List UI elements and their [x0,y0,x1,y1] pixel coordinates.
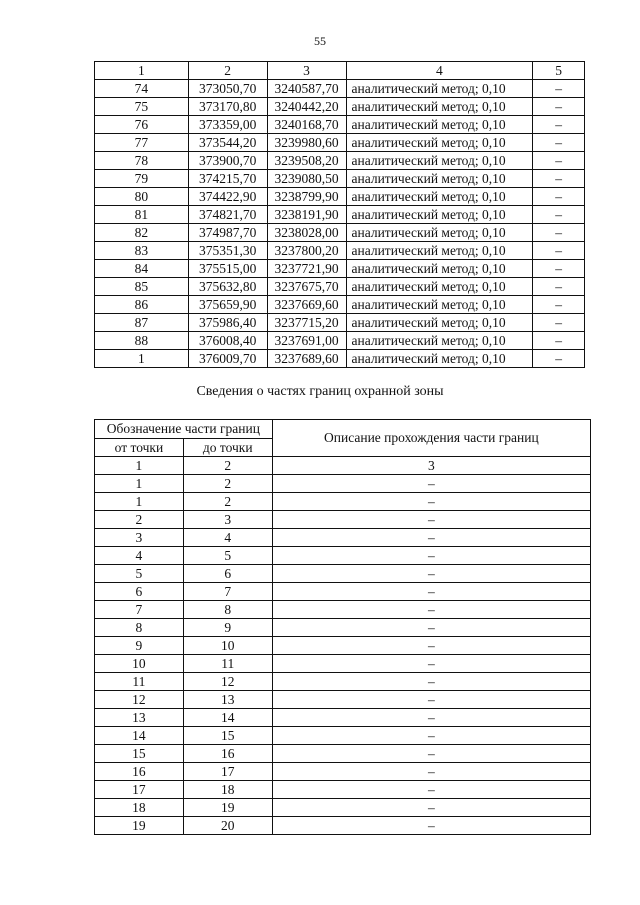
from-point-cell: 11 [95,673,184,691]
x-coordinate-cell: 375351,30 [188,242,267,260]
accuracy-method-cell: аналитический метод; 0,10 [346,116,533,134]
column-number-5: 5 [533,62,585,80]
table-row [95,691,591,709]
to-point-cell: 10 [183,637,272,655]
table-row [95,206,585,224]
accuracy-method-cell: аналитический метод; 0,10 [346,188,533,206]
boundary-description-cell: – [272,511,590,529]
point-number-cell: 80 [95,188,189,206]
y-coordinate-cell: 3237715,20 [267,314,346,332]
accuracy-method-cell: аналитический метод; 0,10 [346,224,533,242]
boundary-description-cell: – [272,781,590,799]
accuracy-method-cell: аналитический метод; 0,10 [346,80,533,98]
table-row [95,529,591,547]
from-point-cell: 15 [95,745,184,763]
table-row [95,98,585,116]
to-point-cell: 11 [183,655,272,673]
boundary-description-cell: – [272,529,590,547]
parts-header-row [95,420,591,439]
to-point-cell: 14 [183,709,272,727]
x-coordinate-cell: 375632,80 [188,278,267,296]
description-cell: – [533,80,585,98]
to-point-cell: 4 [183,529,272,547]
to-point-cell: 7 [183,583,272,601]
from-point-cell: 13 [95,709,184,727]
x-coordinate-cell: 373544,20 [188,134,267,152]
from-point-cell: 12 [95,691,184,709]
y-coordinate-cell: 3240587,70 [267,80,346,98]
table-row [95,637,591,655]
boundary-description-cell: – [272,817,590,835]
from-point-cell: 18 [95,799,184,817]
x-coordinate-cell: 374215,70 [188,170,267,188]
y-coordinate-cell: 3238028,00 [267,224,346,242]
parts-column-number-1: 1 [95,457,184,475]
table-row [95,565,591,583]
table-row [95,673,591,691]
boundary-description-cell: – [272,565,590,583]
boundary-description-cell: – [272,673,590,691]
column-number-4: 4 [346,62,533,80]
parts-column-number-2: 2 [183,457,272,475]
table-row [95,188,585,206]
table-row [95,799,591,817]
to-point-cell: 18 [183,781,272,799]
y-coordinate-cell: 3238799,90 [267,188,346,206]
table-row [95,547,591,565]
header-boundary-description: Описание прохождения части границ [272,420,590,457]
from-point-cell: 6 [95,583,184,601]
description-cell: – [533,206,585,224]
header-boundary-part-designation: Обозначение части границ [95,420,273,439]
to-point-cell: 8 [183,601,272,619]
table-row [95,727,591,745]
y-coordinate-cell: 3237669,60 [267,296,346,314]
table-row [95,224,585,242]
point-number-cell: 83 [95,242,189,260]
point-number-cell: 74 [95,80,189,98]
boundary-description-cell: – [272,583,590,601]
x-coordinate-cell: 375986,40 [188,314,267,332]
y-coordinate-cell: 3240168,70 [267,116,346,134]
description-cell: – [533,278,585,296]
boundary-description-cell: – [272,799,590,817]
description-cell: – [533,242,585,260]
accuracy-method-cell: аналитический метод; 0,10 [346,332,533,350]
boundary-description-cell: – [272,601,590,619]
table-row [95,134,585,152]
header-from-point: от точки [95,439,184,457]
to-point-cell: 2 [183,475,272,493]
accuracy-method-cell: аналитический метод; 0,10 [346,314,533,332]
table-row [95,278,585,296]
table-row [95,116,585,134]
boundary-description-cell: – [272,709,590,727]
y-coordinate-cell: 3237800,20 [267,242,346,260]
x-coordinate-cell: 374821,70 [188,206,267,224]
coordinates-table [94,61,585,368]
from-point-cell: 14 [95,727,184,745]
from-point-cell: 8 [95,619,184,637]
y-coordinate-cell: 3239508,20 [267,152,346,170]
to-point-cell: 20 [183,817,272,835]
to-point-cell: 12 [183,673,272,691]
column-number-1: 1 [95,62,189,80]
description-cell: – [533,134,585,152]
to-point-cell: 17 [183,763,272,781]
description-cell: – [533,170,585,188]
from-point-cell: 5 [95,565,184,583]
x-coordinate-cell: 375659,90 [188,296,267,314]
table-row [95,152,585,170]
table-row [95,170,585,188]
description-cell: – [533,296,585,314]
accuracy-method-cell: аналитический метод; 0,10 [346,350,533,368]
from-point-cell: 2 [95,511,184,529]
to-point-cell: 15 [183,727,272,745]
x-coordinate-cell: 376009,70 [188,350,267,368]
table-row [95,242,585,260]
description-cell: – [533,350,585,368]
from-point-cell: 10 [95,655,184,673]
point-number-cell: 75 [95,98,189,116]
column-number-2: 2 [188,62,267,80]
description-cell: – [533,314,585,332]
y-coordinate-cell: 3240442,20 [267,98,346,116]
to-point-cell: 16 [183,745,272,763]
y-coordinate-cell: 3239080,50 [267,170,346,188]
point-number-cell: 85 [95,278,189,296]
accuracy-method-cell: аналитический метод; 0,10 [346,278,533,296]
table-row [95,493,591,511]
table-row [95,332,585,350]
from-point-cell: 4 [95,547,184,565]
coordinates-header-row [95,62,585,80]
boundary-description-cell: – [272,475,590,493]
table-row [95,655,591,673]
header-to-point: до точки [183,439,272,457]
table-row [95,745,591,763]
table-row [95,80,585,98]
from-point-cell: 16 [95,763,184,781]
x-coordinate-cell: 374422,90 [188,188,267,206]
table-row [95,511,591,529]
to-point-cell: 19 [183,799,272,817]
boundary-description-cell: – [272,637,590,655]
boundary-description-cell: – [272,547,590,565]
point-number-cell: 88 [95,332,189,350]
point-number-cell: 81 [95,206,189,224]
x-coordinate-cell: 373359,00 [188,116,267,134]
column-number-3: 3 [267,62,346,80]
to-point-cell: 9 [183,619,272,637]
description-cell: – [533,224,585,242]
y-coordinate-cell: 3238191,90 [267,206,346,224]
accuracy-method-cell: аналитический метод; 0,10 [346,152,533,170]
boundary-description-cell: – [272,727,590,745]
accuracy-method-cell: аналитический метод; 0,10 [346,170,533,188]
point-number-cell: 76 [95,116,189,134]
accuracy-method-cell: аналитический метод; 0,10 [346,98,533,116]
table-row [95,350,585,368]
boundary-description-cell: – [272,763,590,781]
parts-column-numbers-row [95,457,591,475]
parts-column-number-3: 3 [272,457,590,475]
accuracy-method-cell: аналитический метод; 0,10 [346,242,533,260]
x-coordinate-cell: 373900,70 [188,152,267,170]
accuracy-method-cell: аналитический метод; 0,10 [346,134,533,152]
point-number-cell: 84 [95,260,189,278]
to-point-cell: 6 [183,565,272,583]
page-number: 55 [314,34,326,48]
table-row [95,619,591,637]
point-number-cell: 82 [95,224,189,242]
table-row [95,260,585,278]
description-cell: – [533,152,585,170]
table-row [95,583,591,601]
table-row [95,296,585,314]
y-coordinate-cell: 3237721,90 [267,260,346,278]
point-number-cell: 86 [95,296,189,314]
boundary-parts-table [94,419,591,835]
table-row [95,817,591,835]
point-number-cell: 78 [95,152,189,170]
accuracy-method-cell: аналитический метод; 0,10 [346,296,533,314]
boundary-description-cell: – [272,745,590,763]
boundary-description-cell: – [272,691,590,709]
x-coordinate-cell: 373050,70 [188,80,267,98]
point-number-cell: 87 [95,314,189,332]
description-cell: – [533,188,585,206]
from-point-cell: 19 [95,817,184,835]
x-coordinate-cell: 373170,80 [188,98,267,116]
point-number-cell: 79 [95,170,189,188]
y-coordinate-cell: 3237689,60 [267,350,346,368]
table-row [95,314,585,332]
point-number-cell: 77 [95,134,189,152]
boundary-description-cell: – [272,493,590,511]
table-row [95,763,591,781]
section-caption: Сведения о частях границ охранной зоны [196,384,444,399]
description-cell: – [533,98,585,116]
x-coordinate-cell: 376008,40 [188,332,267,350]
x-coordinate-cell: 375515,00 [188,260,267,278]
boundary-description-cell: – [272,619,590,637]
from-point-cell: 3 [95,529,184,547]
from-point-cell: 9 [95,637,184,655]
y-coordinate-cell: 3237691,00 [267,332,346,350]
to-point-cell: 3 [183,511,272,529]
description-cell: – [533,116,585,134]
y-coordinate-cell: 3237675,70 [267,278,346,296]
to-point-cell: 2 [183,493,272,511]
table-row [95,475,591,493]
y-coordinate-cell: 3239980,60 [267,134,346,152]
table-row [95,601,591,619]
to-point-cell: 13 [183,691,272,709]
point-number-cell: 1 [95,350,189,368]
from-point-cell: 1 [95,493,184,511]
table-row [95,781,591,799]
description-cell: – [533,332,585,350]
from-point-cell: 1 [95,475,184,493]
description-cell: – [533,260,585,278]
from-point-cell: 7 [95,601,184,619]
x-coordinate-cell: 374987,70 [188,224,267,242]
accuracy-method-cell: аналитический метод; 0,10 [346,206,533,224]
to-point-cell: 5 [183,547,272,565]
boundary-description-cell: – [272,655,590,673]
table-row [95,709,591,727]
from-point-cell: 17 [95,781,184,799]
accuracy-method-cell: аналитический метод; 0,10 [346,260,533,278]
